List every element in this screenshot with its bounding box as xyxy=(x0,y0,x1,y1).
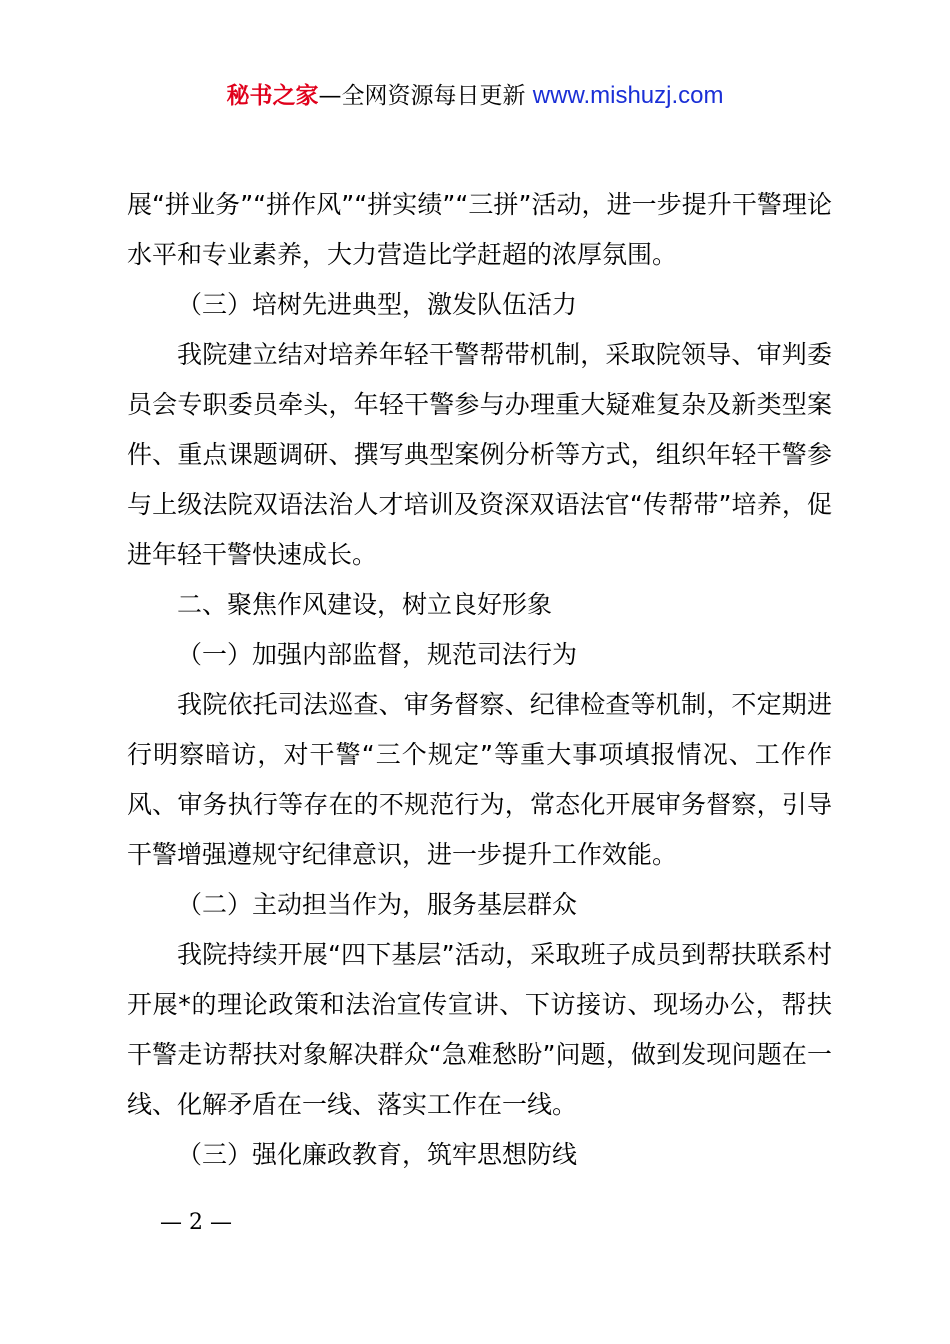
paragraph: 我院依托司法巡查、审务督察、纪律检查等机制，不定期进行明察暗访，对干警“三个规定”等重大事项填报情况、工作作风、审务执行等存在的不规范行为，常态化开展审务督察，引导干警增强遵规守纪律意识，进一步提升工作效能。 xyxy=(127,690,832,869)
page-number: — 2 — xyxy=(160,1210,232,1235)
document-body xyxy=(127,180,832,1180)
section-heading: （二）主动担当作为，服务基层群众 xyxy=(177,890,578,919)
site-brand: 秘书之家 xyxy=(226,83,319,109)
paragraph: 我院持续开展“四下基层”活动，采取班子成员到帮扶联系村开展*的理论政策和法治宣传宣讲、下访接访、现场办公，帮扶干警走访帮扶对象解决群众“急难愁盼”问题，做到发现问题在一线、化解矛盾在一线、落实工作在一线。 xyxy=(127,940,832,1119)
section-heading: （一）加强内部监督，规范司法行为 xyxy=(177,640,578,669)
section-heading: （三）培树先进典型，激发队伍活力 xyxy=(177,290,578,319)
site-header xyxy=(0,80,950,112)
section-heading: （三）强化廉政教育，筑牢思想防线 xyxy=(177,1140,578,1169)
site-url[interactable]: www.mishuzj.com xyxy=(532,82,724,109)
paragraph: 我院建立结对培养年轻干警帮带机制，采取院领导、审判委员会专职委员牵头，年轻干警参与办理重大疑难复杂及新类型案件、重点课题调研、撰写典型案例分析等方式，组织年轻干警参与上级法院双语法治人才培训及资深双语法官“传帮带”培养，促进年轻干警快速成长。 xyxy=(127,340,832,569)
site-tagline: —全网资源每日更新 xyxy=(318,83,533,109)
section-heading: 二、聚焦作风建设，树立良好形象 xyxy=(177,590,553,619)
paragraph-continuation: 展“拼业务”“拼作风”“拼实绩”“三拼”活动，进一步提升干警理论水平和专业素养，大力营造比学赶超的浓厚氛围。 xyxy=(127,190,832,269)
